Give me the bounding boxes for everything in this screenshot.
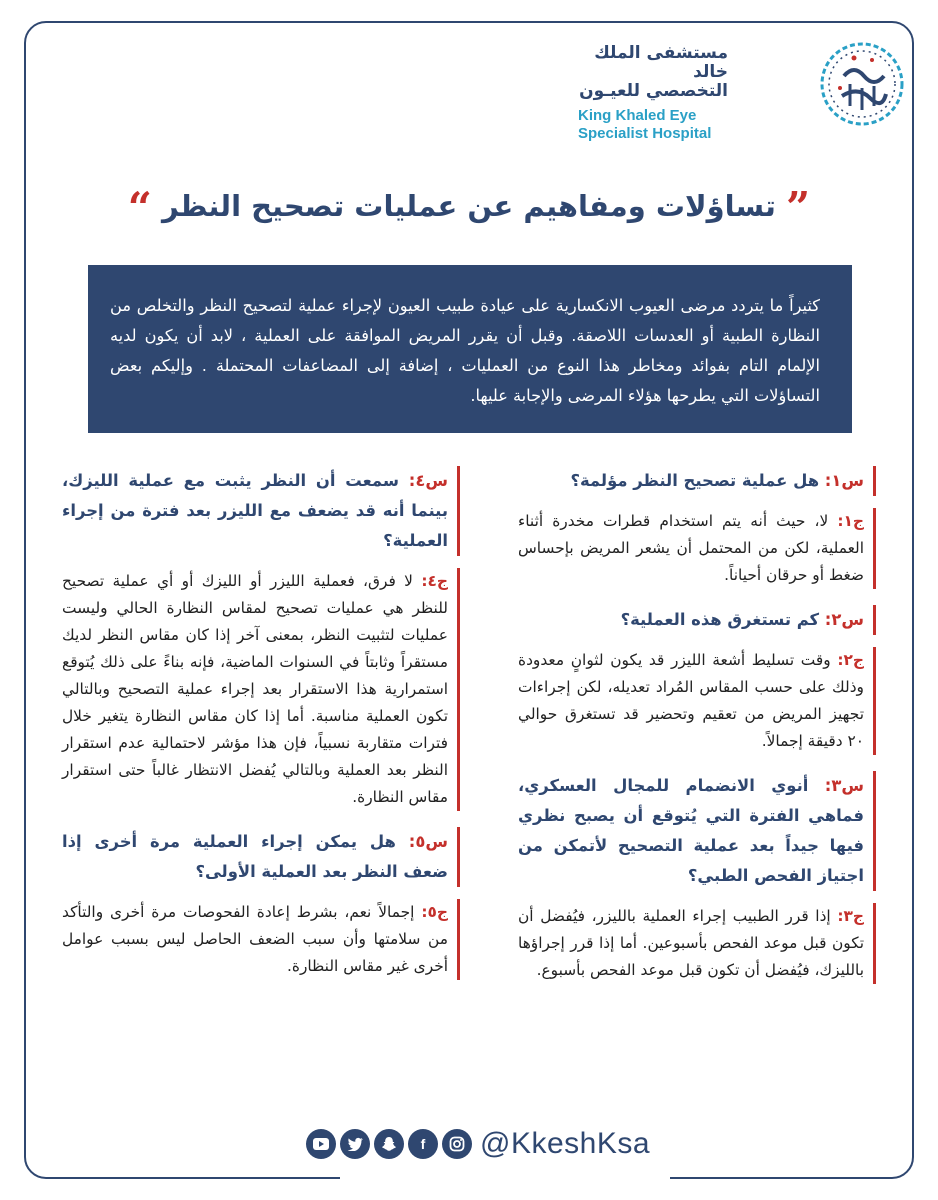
answer-2	[518, 647, 876, 755]
question-5	[62, 827, 460, 887]
question-4	[62, 466, 460, 556]
khaled-calligraphy-emblem-icon	[814, 36, 910, 132]
social-handle[interactable]: @KkeshKsa	[480, 1127, 651, 1160]
open-quote-mark: ”	[786, 183, 811, 232]
question-tag: س٣:	[824, 776, 864, 795]
logo-arabic-line2: التخصصي للعيـون	[579, 81, 728, 101]
twitter-icon[interactable]	[340, 1129, 370, 1159]
question-tag: س٥:	[408, 832, 448, 851]
page-title-text: تساؤلات ومفاهيم عن عمليات تصحيح النظر	[162, 189, 776, 223]
answer-text: إجمالاً نعم، بشرط إعادة الفحوصات مرة أخرى والتأكد من سلامتها وأن سبب الضعف الحاصل ليس بسبب عوامل أخرى غير مقاس النظارة.	[62, 903, 448, 975]
answer-text: وقت تسليط أشعة الليزر قد يكون لثوانٍ معدودة وذلك على حسب المقاس المُراد تعديله، لكن إجراءات تجهيز المريض من تعقيم وتحضير قد تستغرق حوالي ٢٠ دقيقة إجمالاً.	[518, 651, 864, 750]
answer-3	[518, 903, 876, 984]
question-text: سمعت أن النظر يثبت مع عملية الليزك، بينما أنه قد يضعف مع الليزر بعد فترة من إجراء العملية؟	[62, 471, 448, 550]
right-column	[518, 466, 876, 984]
question-tag: س١:	[824, 471, 864, 490]
question-3	[518, 771, 876, 891]
answer-tag: ج٥:	[421, 903, 448, 921]
qa-block-3	[518, 771, 876, 984]
intro-box	[88, 265, 852, 433]
snapchat-icon[interactable]	[374, 1129, 404, 1159]
hospital-logo-text	[578, 44, 808, 142]
answer-4	[62, 568, 460, 811]
qa-block-4	[62, 466, 460, 811]
logo-english-line1: King Khaled Eye	[578, 107, 697, 124]
answer-tag: ج٣:	[837, 907, 864, 925]
qa-block-2	[518, 605, 876, 755]
question-text: هل عملية تصحيح النظر مؤلمة؟	[570, 471, 820, 490]
logo-english-line2: Specialist Hospital	[578, 125, 712, 142]
answer-tag: ج٢:	[837, 651, 864, 669]
question-text: هل يمكن إجراء العملية مرة أخرى إذا ضعف النظر بعد العملية الأولى؟	[62, 832, 448, 881]
answer-1	[518, 508, 876, 589]
qa-block-1	[518, 466, 876, 589]
instagram-icon[interactable]	[442, 1129, 472, 1159]
intro-text: كثيراً ما يتردد مرضى العيوب الانكسارية على عيادة طبيب العيون لإجراء عملية لتصحيح النظر والتخلص من النظارة الطبية أو العدسات اللاصقة. وقبل أن يقرر المريض الموافقة على العملية ، لابد أن يكون لديه الإلمام التام بفوائد ومخاطر هذا النوع من العمليات ، إضافة إلى المضاعفات المحتملة . وإليكم بعض التساؤلات التي يطرحها هؤلاء المرضى والإجابة عليها.	[110, 296, 820, 405]
answer-text: لا، حيث أنه يتم استخدام قطرات مخدرة أثناء العملية، لكن من المحتمل أن يشعر المريض بإحساس ضغط أو حرقان أحياناً.	[518, 512, 864, 584]
facebook-icon[interactable]: f	[408, 1129, 438, 1159]
answer-5	[62, 899, 460, 980]
answer-text: إذا قرر الطبيب إجراء العملية بالليزر، فيُفضل أن تكون قبل موعد الفحص بأسبوعين. أما إذا قرر إجراؤها بالليزك، فيُفضل أن تكون قبل موعد الفحص بأسبوع.	[518, 907, 864, 979]
social-bar	[306, 1124, 650, 1164]
answer-tag: ج١:	[837, 512, 864, 530]
left-column	[62, 466, 460, 980]
question-tag: س٤:	[408, 471, 448, 490]
qa-block-5	[62, 827, 460, 980]
youtube-icon[interactable]	[306, 1129, 336, 1159]
question-tag: س٢:	[824, 610, 864, 629]
logo-arabic-line1: مستشفى الملك خالد	[594, 43, 728, 82]
page-title	[0, 184, 938, 230]
question-text: كم تستغرق هذه العملية؟	[620, 610, 820, 629]
question-2	[518, 605, 876, 635]
question-1	[518, 466, 876, 496]
close-quote-mark: “	[127, 183, 152, 232]
answer-tag: ج٤:	[421, 572, 448, 590]
question-text: أنوي الانضمام للمجال العسكري، فماهي الفترة التي يُتوقع أن يصبح نظري فيها جيداً بعد عملية التصحيح لأتمكن من اجتياز الفحص الطبي؟	[518, 776, 864, 885]
answer-text: لا فرق، فعملية الليزر أو الليزك أو أي عملية تصحيح للنظر هي عمليات تصحيح لمقاس النظارة الحالي وليست عمليات لتثبيت النظر، بمعنى آخر إذا كان مقاس النظر لديك مستقراً وثابتاً في السنوات الماضية، فإنه بناءً على ذلك يُتوقع استمرارية هذا الاستقرار بعد إجراء عملية التصحيح وبالتالي تكون العملية مناسبة. أما إذا كان مقاس النظارة يتغير خلال فترات متقاربة نسبياً، فإن هذا مؤشر لاحتمالية عدم استقرار النظر بعد العملية وبالتالي يُفضل الانتظار غالباً حتى استقرار مقاس النظارة.	[62, 572, 448, 806]
